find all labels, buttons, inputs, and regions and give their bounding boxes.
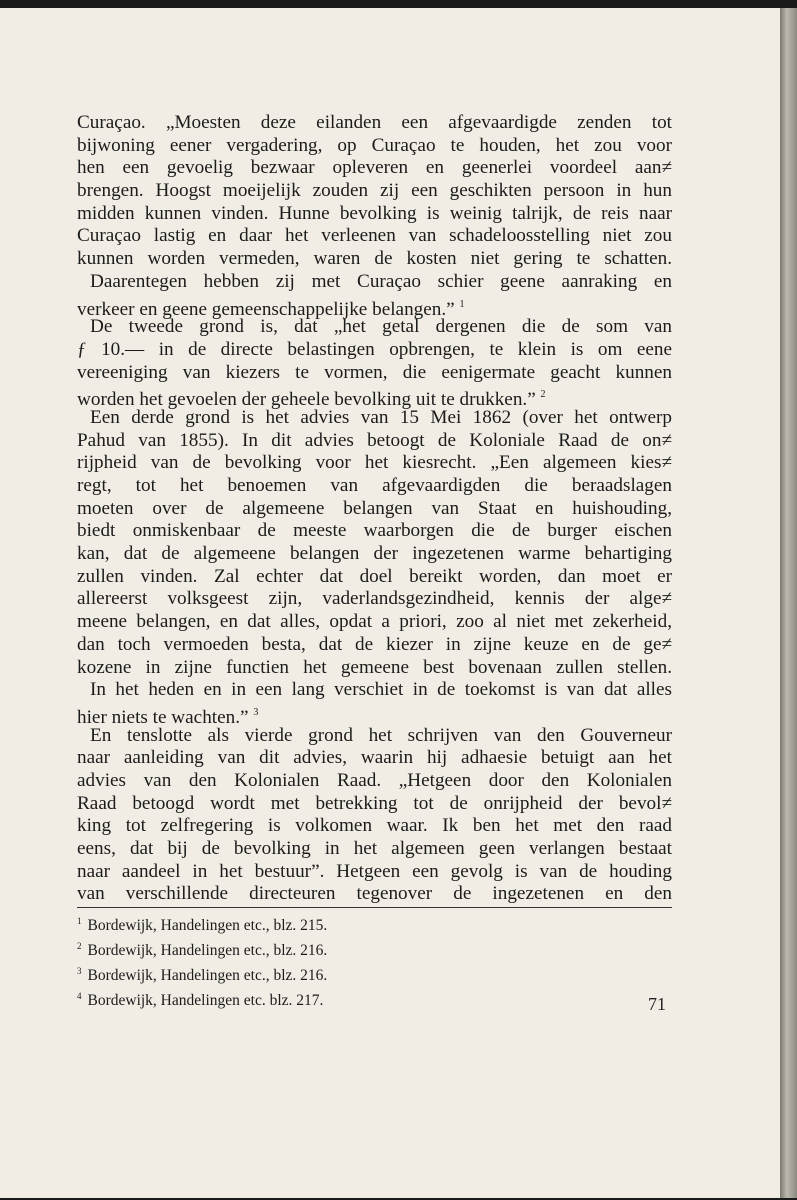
text-line: verkeer en geene gemeenschappelijke belangen.” $^1$: [77, 298, 465, 320]
footnote-ref: 2: [540, 389, 546, 401]
text-line: hier niets te wachten.” $^3$: [77, 706, 259, 728]
text-line: rijpheid van de bevolking voor het kiesrecht. „Een algemeen kies≠: [77, 452, 672, 474]
footnote-mark: 3: [77, 966, 82, 976]
text-line: Een derde grond is het advies van 15 Mei 1862 (over het ontwerp: [90, 406, 672, 428]
footnote-mark: 1: [77, 916, 82, 926]
text-line: Daarentegen hebben zij met Curaçao schier geene aanraking en: [90, 270, 672, 292]
page-number: 71: [648, 994, 666, 1014]
footnote-ref: 1: [459, 298, 465, 310]
text-line: Curaçao lastig en daar het verleenen van schadeloosstelling niet zou: [77, 225, 672, 247]
text-line: worden het gevoelen der geheele bevolking uit te drukken.” $^2$: [77, 389, 546, 411]
footnote-divider: [77, 907, 672, 908]
text-line: regt, tot het benoemen van afgevaardigden die beraadslagen: [77, 475, 672, 496]
text-line: kozene in zijne functien het gemeene best bovenaan zullen stellen.: [77, 656, 672, 678]
footnotes: [77, 911, 327, 1011]
text-line: dan toch vermoeden besta, dat de kiezer in zijne keuze en de ge≠: [77, 633, 672, 655]
text-line: kunnen worden vermeden, waren de kosten niet gering te schatten.: [77, 248, 672, 270]
footnote-mark: 2: [77, 941, 82, 951]
text-line: naar aanleiding van dit advies, waarin hij adhaesie betuigt aan het: [77, 747, 672, 769]
text-line: hen een gevoelig bezwaar opleveren en geenerlei voordeel aan≠: [77, 157, 672, 179]
text-line: bijwoning eener vergadering, op Curaçao te houden, het zou voor: [77, 134, 672, 156]
text-line: moeten over de algemeene belangen van Staat en huishouding,: [77, 497, 672, 519]
text-line: In het heden en in een lang verschiet in de toekomst is van dat alles: [90, 679, 672, 701]
text-line: zullen vinden. Zal echter dat doel bereikt worden, dan moet er: [77, 565, 672, 587]
footnote: $^2$ Bordewijk, Handelingen etc., blz. 216.: [77, 941, 328, 959]
body-text: [77, 112, 672, 906]
text-line: ƒ 10.— in de directe belastingen opbrengen, te klein is om eene: [77, 338, 672, 360]
text-line: midden kunnen vinden. Hunne bevolking is weinig talrijk, de reis naar: [77, 202, 672, 224]
text-line: Curaçao. „Moesten deze eilanden een afgevaardigde zenden tot: [77, 112, 672, 133]
text-line: De tweede grond is, dat „het getal dergenen die de som van: [90, 316, 672, 338]
text-line: biedt onmiskenbaar de meeste waarborgen die de burger eischen: [77, 520, 672, 542]
text-line: king tot zelfregering is volkomen waar. Ik ben het met den raad: [77, 815, 672, 837]
footnote: $^4$ Bordewijk, Handelingen etc. blz. 217.: [77, 991, 324, 1009]
text-line: eens, dat bij de bevolking in het algemeen geen verlangen bestaat: [77, 838, 672, 859]
text-line: van verschillende directeuren tegenover de ingezetenen en den: [77, 883, 672, 905]
text-line: En tenslotte als vierde grond het schrijven van den Gouverneur: [90, 724, 672, 746]
footnote-ref: 3: [253, 706, 259, 718]
text-line: allereerst volksgeest zijn, vaderlandsgezindheid, kennis der alge≠: [77, 588, 672, 610]
text-line: kan, dat de algemeene belangen der ingezetenen warme behartiging: [77, 543, 672, 565]
text-line: Pahud van 1855). In dit advies betoogt de Koloniale Raad de on≠: [77, 429, 672, 451]
footnote-mark: 4: [77, 991, 82, 1001]
text-line: vereeniging van kiezers te vormen, die eenigermate geacht kunnen: [77, 361, 672, 383]
footnote: $^3$ Bordewijk, Handelingen etc., blz. 216.: [77, 966, 328, 984]
footnote: $^1$ Bordewijk, Handelingen etc., blz. 215.: [77, 916, 328, 934]
text-line: advies van den Kolonialen Raad. „Hetgeen door den Kolonialen: [77, 769, 672, 791]
text-line: brengen. Hoogst moeijelijk zouden zij een geschikten persoon in hun: [77, 180, 672, 202]
text-line: Raad betoogd wordt met betrekking tot de onrijpheid der bevol≠: [77, 792, 672, 814]
page-edge: [780, 8, 797, 1198]
text-line: meene belangen, en dat alles, opdat a priori, zoo al niet met zekerheid,: [77, 611, 672, 633]
text-line: naar aandeel in het bestuur”. Hetgeen een gevolg is van de houding: [77, 860, 672, 882]
